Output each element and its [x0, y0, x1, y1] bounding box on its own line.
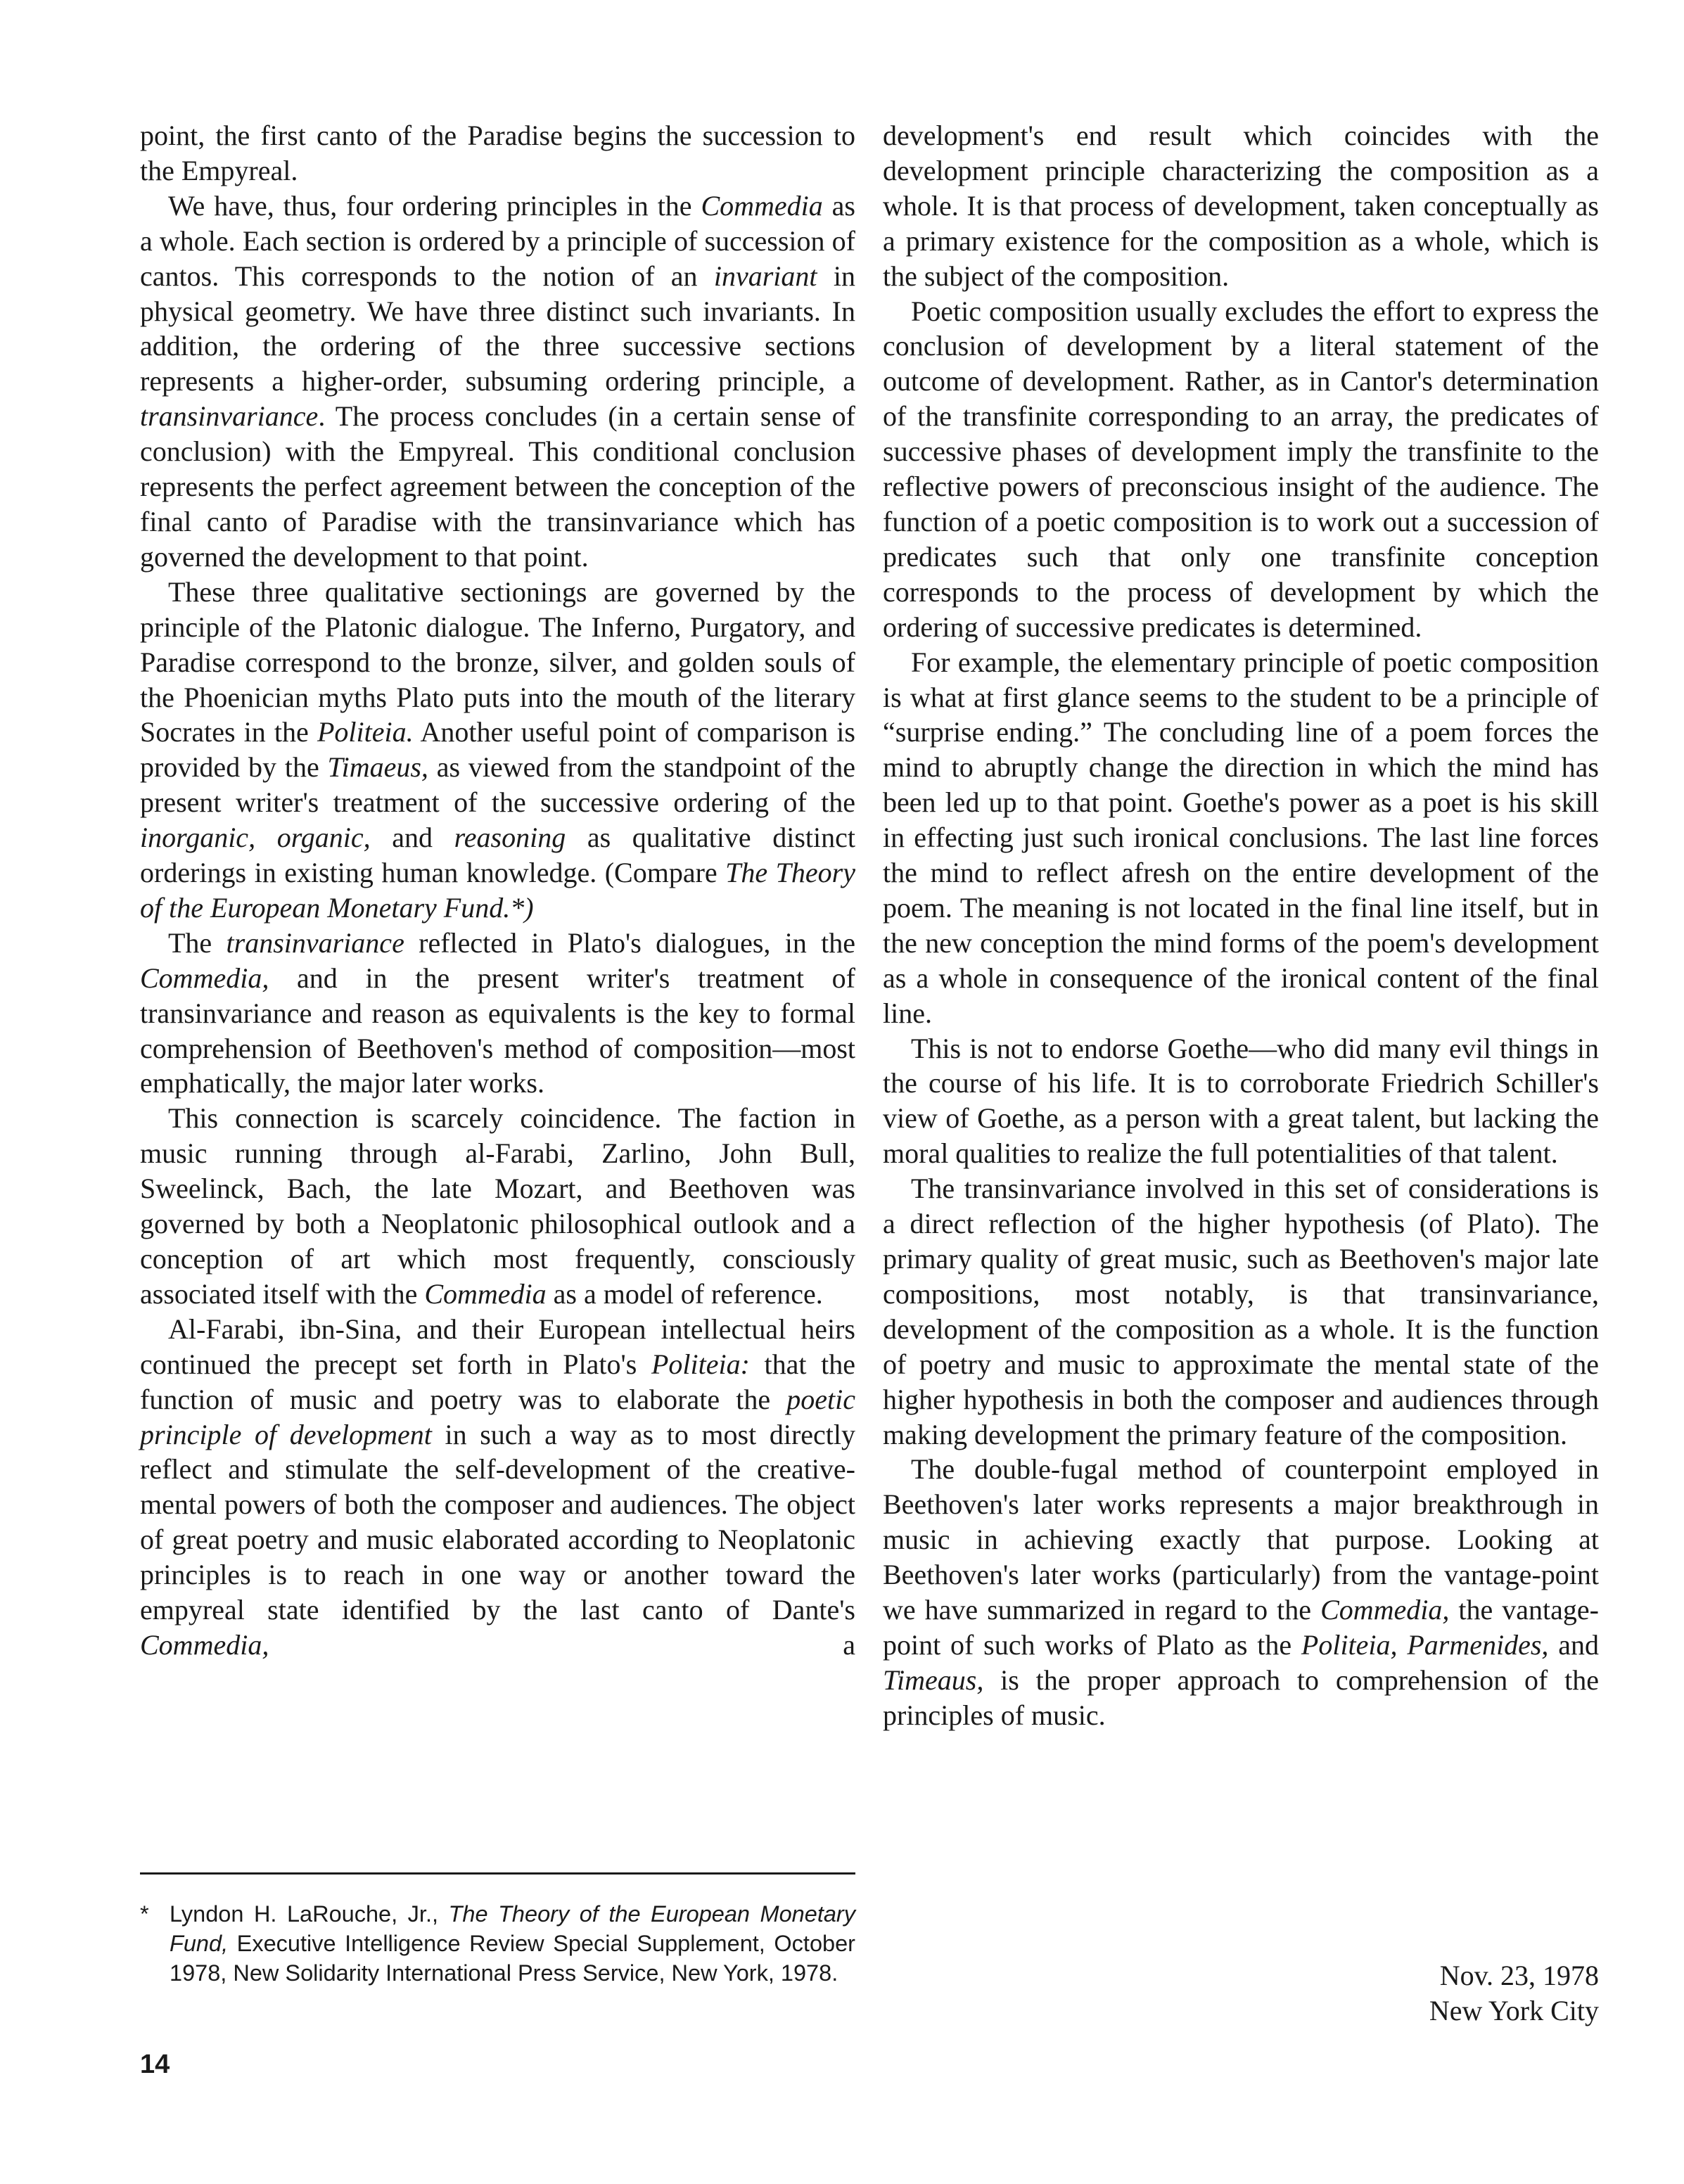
paragraph: This connection is scarcely coincidence. The faction in music running through al-Farabi, Zarlino, John Bull, Sweelinck, Bach, the late Mozart, and Beethoven was governed by both a Neoplatonic philosophical outlook and a conception of art which most frequently, consciously associated itself with the Commedia as a model of reference. [140, 1102, 855, 1310]
paragraph: We have, thus, four ordering principles in the Commedia as a whole. Each section is ordered by a principle of succession of cantos. This corresponds to the notion of an invariant in physical geometry. We have three distinct such invariants. In addition, the ordering of the three successive sections represents a higher-order, subsuming ordering principle, a transinvariance. The process concludes (in a certain sense of conclusion) with the Empyreal. This conditional conclusion represents the perfect agreement between the conception of the final canto of Paradise with the transinvariance which has governed the development to that point. [140, 189, 856, 573]
paragraph: This is not to endorse Goethe—who did many evil things in the course of his life. It is to corroborate Friedrich Schiller's view of Goethe, as a person with a great talent, but lacking the moral qualities to realize the full potentialities of that talent. [883, 1032, 1599, 1170]
right-column [883, 118, 1599, 1733]
page-number: 14 [140, 2050, 170, 2079]
signoff-place: New York City [1429, 1995, 1599, 2026]
paragraph: The transinvariance involved in this set of considerations is a direct reflection of the higher hypothesis (of Plato). The primary quality of great music, such as Beethoven's major late compositions, most notably, is that transinvariance, development of the composition as a whole. It is the function of poetry and music to approximate the mental state of the higher hypothesis in both the composer and audiences through making development the primary feature of the composition. [883, 1173, 1599, 1450]
signoff-date: Nov. 23, 1978 [1439, 1960, 1599, 1991]
paragraph: Poetic composition usually excludes the effort to express the conclusion of development by a literal statement of the outcome of development. Rather, as in Cantor's determination of the transfinite corresponding to an array, the predicates of successive phases of development imply the transfinite to the reflective powers of preconscious insight of the audience. The function of a poetic composition is to work out a succession of predicates such that only one transfinite conception corresponds to the process of development by which the ordering of successive predicates is determined. [883, 295, 1599, 643]
footnote-divider [140, 1872, 855, 1875]
footnote-mark: * [140, 1901, 149, 1927]
paragraph: These three qualitative sectionings are governed by the principle of the Platonic dialogue. The Inferno, Purgatory, and Paradise correspond to the bronze, silver, and golden souls of the Phoenician myths Plato puts into the mouth of the literary Socrates in the Politeia. Another useful point of comparison is provided by the Timaeus, as viewed from the standpoint of the present writer's treatment of the successive ordering of the inorganic, organic, and reasoning as qualitative distinct orderings in existing human knowledge. (Compare The Theory of the European Monetary Fund.*) [140, 575, 855, 924]
signoff [1429, 1958, 1599, 2029]
paragraph: point, the first canto of the Paradise begins the succession to the Empyreal. [140, 120, 855, 186]
paragraph: For example, the elementary principle of poetic composition is what at first glance seems to the student to be a principle of “surprise ending.” The concluding line of a poem forces the mind to abruptly change the direction in which the mind has been led up to that point. Goethe's power as a poet is his skill in effecting just such ironical conclusions. The last line forces the mind to reflect afresh on the entire development of the poem. The meaning is not located in the final line itself, but in the new conception the mind forms of the poem's development as a whole in consequence of the ironical content of the final line. [883, 646, 1599, 1029]
paragraph: The transinvariance reflected in Plato's dialogues, in the Commedia, and in the present writer's treatment of transinvariance and reason as equivalents is the key to formal comprehension of Beethoven's method of composition—most emphatically, the major later works. [140, 926, 856, 1099]
footnote: * Lyndon H. LaRouche, Jr., The Theory of the European Monetary Fund, Executive Intelligence Review Special Supplement, October 1978, New Solidarity International Press Service, New York, 1978. [140, 1899, 855, 1988]
paragraph: development's end result which coincides with the development principle characterizing the composition as a whole. It is that process of development, taken conceptually as a primary existence for the composition as a whole, which is the subject of the composition. [883, 120, 1599, 292]
paragraph: Al-Farabi, ibn-Sina, and their European intellectual heirs continued the precept set forth in Plato's Politeia: that the function of music and poetry was to elaborate the poetic principle of development in such a way as to most directly reflect and stimulate the self-development of the creative-mental powers of both the composer and audiences. The object of great poetry and music elaborated according to Neoplatonic principles is to reach in one way or another toward the empyreal state identified by the last canto of Dante's Commedia, a [140, 1313, 856, 1661]
left-column [140, 118, 855, 1663]
paragraph: The double-fugal method of counterpoint employed in Beethoven's later works represents a major breakthrough in music in achieving exactly that purpose. Looking at Beethoven's later works (particularly) from the vantage-point we have summarized in regard to the Commedia, the vantage-point of such works of Plato as the Politeia, Parmenides, and Timeaus, is the proper approach to comprehension of the principles of music. [883, 1453, 1600, 1731]
